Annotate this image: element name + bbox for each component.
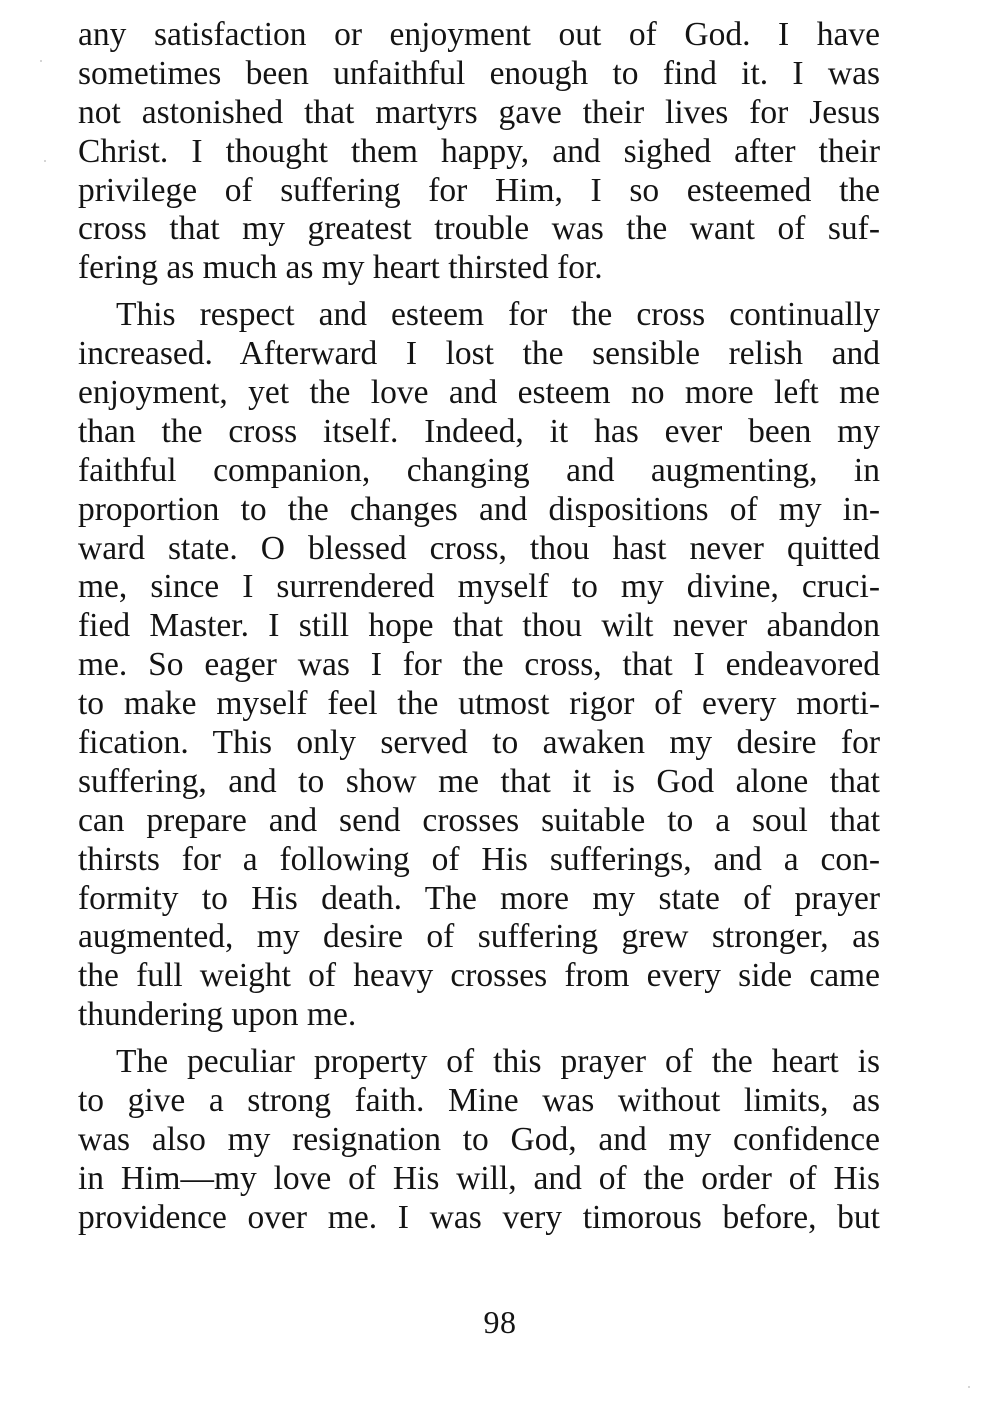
text-line: Christ. I thought them happy, and sighed after their xyxy=(78,132,880,170)
text-line: faithful companion, changing and augmenting, in xyxy=(78,451,880,489)
text-line: fering as much as my heart thirsted for. xyxy=(78,249,603,287)
text-line: formity to His death. The more my state of prayer xyxy=(78,879,880,917)
text-line: to make myself feel the utmost rigor of every morti- xyxy=(78,685,880,723)
text-line: me. So eager was I for the cross, that I endeavored xyxy=(78,646,880,684)
text-line: not astonished that martyrs gave their lives for Jesus xyxy=(78,93,880,131)
text-line: me, since I surrendered myself to my divine, cruci- xyxy=(78,568,880,606)
text-line: was also my resignation to God, and my confidence xyxy=(78,1120,880,1158)
text-line: increased. Afterward I lost the sensible relish and xyxy=(78,335,880,373)
text-line: ward state. O blessed cross, thou hast never quitted xyxy=(78,529,880,567)
text-line: fied Master. I still hope that thou wilt never abandon xyxy=(78,607,880,645)
scan-speck xyxy=(44,160,46,162)
text-line: providence over me. I was very timorous before, but xyxy=(78,1198,880,1236)
text-line: enjoyment, yet the love and esteem no more left me xyxy=(78,374,880,412)
text-line: cross that my greatest trouble was the want of suf- xyxy=(78,210,880,248)
text-line: privilege of suffering for Him, I so esteemed the xyxy=(78,171,880,209)
page-number: 98 xyxy=(483,1304,517,1340)
scan-speck xyxy=(40,60,42,62)
text-line: This respect and esteem for the cross continually xyxy=(116,296,880,334)
text-line: the full weight of heavy crosses from every side came xyxy=(78,957,880,995)
paragraph-3 xyxy=(78,1043,880,1237)
text-line: fication. This only served to awaken my desire for xyxy=(78,724,880,762)
paragraph-1 xyxy=(78,16,880,288)
text-line: than the cross itself. Indeed, it has ever been my xyxy=(78,412,880,450)
text-line: thirsts for a following of His sufferings, and a con- xyxy=(78,840,880,878)
text-line: to give a strong faith. Mine was without limits, as xyxy=(78,1082,880,1120)
text-line: suffering, and to show me that it is God alone that xyxy=(78,762,880,800)
text-line: thundering upon me. xyxy=(78,996,357,1034)
text-line: can prepare and send crosses suitable to a soul that xyxy=(78,801,880,839)
text-line: in Him—my love of His will, and of the order of His xyxy=(78,1159,880,1197)
body-text xyxy=(78,16,880,1246)
text-line: any satisfaction or enjoyment out of God. I have xyxy=(78,16,880,53)
text-line: augmented, my desire of suffering grew stronger, as xyxy=(78,918,880,956)
text-line: The peculiar property of this prayer of the heart is xyxy=(116,1043,880,1081)
text-line: sometimes been unfaithful enough to find it. I was xyxy=(78,54,880,92)
text-line: proportion to the changes and dispositions of my in- xyxy=(78,490,880,528)
paragraph-2 xyxy=(78,296,880,1035)
scan-speck xyxy=(968,1386,970,1388)
